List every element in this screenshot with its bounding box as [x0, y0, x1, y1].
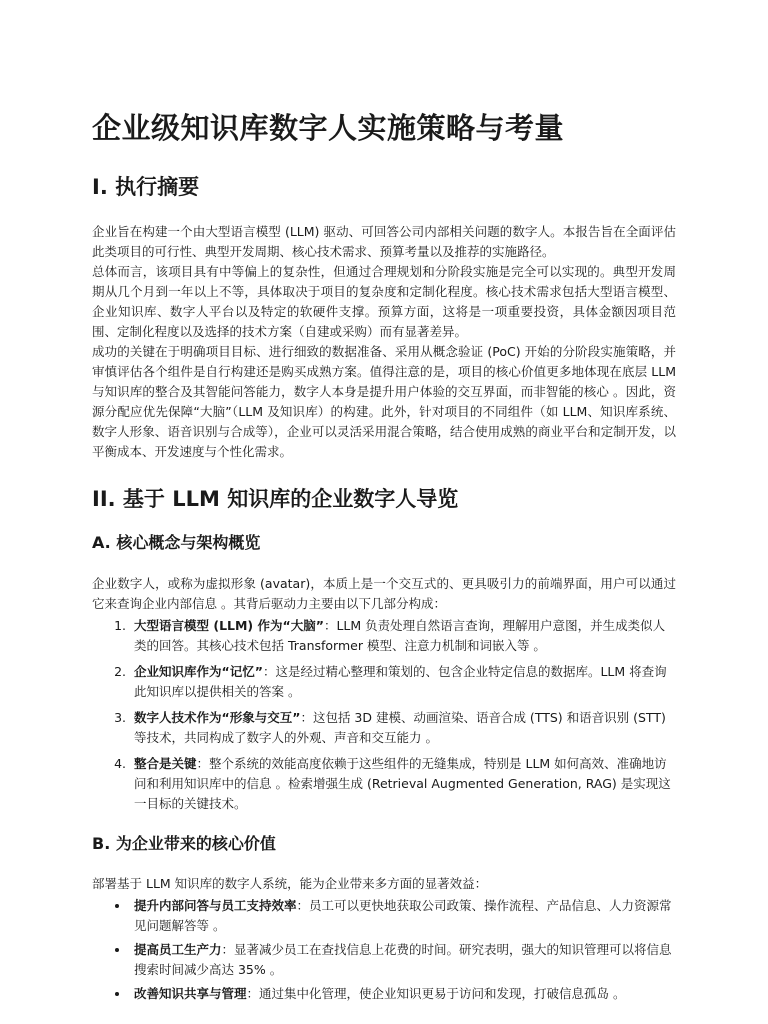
paragraph: 成功的关键在于明确项目目标、进行细致的数据准备、采用从概念验证 (PoC) 开始的分阶段实施策略，并审慎评估各个组件是自行构建还是购买成熟方案。值得注意的是，项目的核心价值更多地体现在底层 LLM 与知识库的整合及其智能问答能力，数字人本身是提升用户体验的交互界面，而非智能的核心 。因此，资源分配应优先保障“大脑”（LLM 及知识库）的构建。此外，针对项目的不同组件（如 LLM、知识库系统、数字人形象、语音识别与合成等），企业可以灵活采用混合策略，结合使用成熟的商业平台和定制开发，以平衡成本、开发速度与个性化需求。 — [92, 343, 676, 459]
section-heading-executive-summary: I. 执行摘要 — [92, 175, 200, 200]
subsection-heading-core-concepts: A. 核心概念与架构概览 — [92, 532, 261, 552]
paragraph: 总体而言，该项目具有中等偏上的复杂性，但通过合理规划和分阶段实施是完全可以实现的。典型开发周期从几个月到一年以上不等，具体取决于项目的复杂度和定制化程度。核心技术需求包括大型语言模型、企业知识库、数字人平台以及特定的软硬件支撑。预算方面，这将是一项重要投资，具体金额因项目范围、定制化程度以及选择的技术方案（自建或采购）而有显著差异。 — [92, 263, 676, 339]
paragraph: 部署基于 LLM 知识库的数字人系统，能为企业带来多方面的显著效益： — [92, 876, 488, 892]
paragraph: 企业数字人，或称为虚拟形象 (avatar)，本质上是一个交互式的、更具吸引力的前端界面，用户可以通过它来查询企业内部信息 。其背后驱动力主要由以下几部分构成： — [92, 575, 676, 611]
bullet-list — [92, 896, 676, 1004]
numbered-list — [92, 616, 676, 814]
list-item: • 改善知识共享与管理：通过集中化管理，使企业知识更易于访问和发现，打破信息孤岛 。 — [130, 984, 676, 1004]
list-item: 4. 整合是关键：整个系统的效能高度依赖于这些组件的无缝集成，特别是 LLM 如何高效、准确地访问和利用知识库中的信息 。检索增强生成 (Retrieval Augmented Generation, RAG) 是实现这一目标的关键技术。 — [130, 754, 676, 814]
subsection-heading-core-value: B. 为企业带来的核心价值 — [92, 833, 276, 853]
list-item: 3. 数字人技术作为“形象与交互”：这包括 3D 建模、动画渲染、语音合成 (TTS) 和语音识别 (STT) 等技术，共同构成了数字人的外观、声音和交互能力 。 — [130, 708, 676, 748]
paragraph: 企业旨在构建一个由大型语言模型 (LLM) 驱动、可回答公司内部相关问题的数字人。本报告旨在全面评估此类项目的可行性、典型开发周期、核心技术需求、预算考量以及推荐的实施路径。 — [92, 223, 676, 259]
section-heading-overview: II. 基于 LLM 知识库的企业数字人导览 — [92, 486, 459, 511]
list-item: 2. 企业知识库作为“记忆”：这是经过精心整理和策划的、包含企业特定信息的数据库。LLM 将查询此知识库以提供相关的答案 。 — [130, 662, 676, 702]
document-title: 企业级知识库数字人实施策略与考量 — [92, 111, 565, 145]
list-item: • 提高员工生产力：显著减少员工在查找信息上花费的时间。研究表明，强大的知识管理可以将信息搜索时间减少高达 35% 。 — [130, 940, 676, 980]
list-item: • 提升内部问答与员工支持效率：员工可以更快地获取公司政策、操作流程、产品信息、人力资源常见问题解答等 。 — [130, 896, 676, 936]
list-item: 1. 大型语言模型 (LLM) 作为“大脑”：LLM 负责处理自然语言查询，理解用户意图，并生成类似人类的回答。其核心技术包括 Transformer 模型、注意力机制和词嵌入等 。 — [130, 616, 676, 656]
executive-summary-body — [92, 222, 676, 462]
